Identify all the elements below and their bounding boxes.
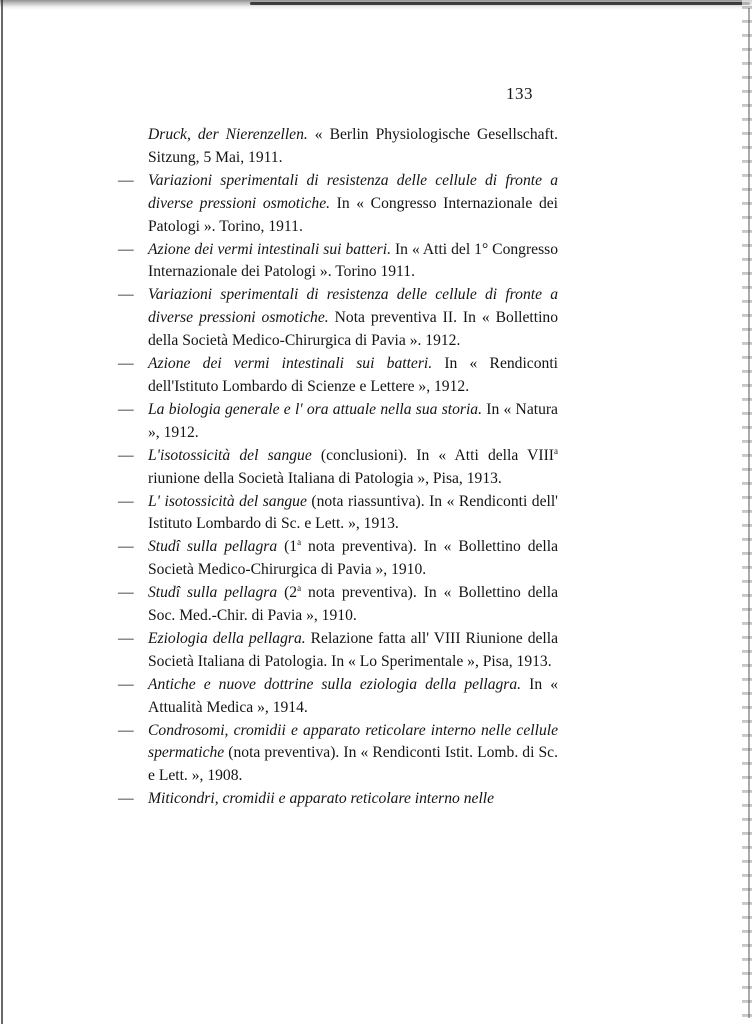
bibliography-entry xyxy=(118,720,558,789)
entry-dash: — xyxy=(118,721,134,739)
entry-citation: In « Natura », 1912. xyxy=(148,400,558,441)
page-number: 133 xyxy=(506,84,533,103)
entry-title: Azione dei vermi intestinali sui batteri. xyxy=(148,355,433,373)
bibliography-entry xyxy=(118,353,558,399)
entry-citation: Nota preventiva II. In « Bollettino della Società Medico-Chirurgica di Pavia ». 1912. xyxy=(148,309,558,350)
bibliography-entry xyxy=(118,536,558,582)
bibliography-entry xyxy=(118,445,558,491)
entry-citation: In « Attualità Medica », 1914. xyxy=(148,675,558,716)
bibliography-entry xyxy=(118,491,558,537)
entry-title: Condrosomi, cromidii e apparato reticolare interno nelle cellule spermatiche xyxy=(148,721,558,762)
entry-dash: — xyxy=(118,240,134,258)
entry-citation: « Berlin Physiologische Gesellschaft. Sitzung, 5 Mai, 1911. xyxy=(148,126,558,166)
entry-citation-cont: nota preventiva). In « Bollettino della Soc. Med.-Chir. di Pavia », 1910. xyxy=(148,584,559,625)
entry-title: Miticondri, cromidii e apparato reticolare interno nelle xyxy=(148,790,495,808)
entry-dash: — xyxy=(118,584,134,602)
bibliography-entry xyxy=(118,582,558,628)
entry-citation: (conclusioni). In « Atti della VIII xyxy=(311,446,554,464)
scan-top-shadow xyxy=(250,2,750,5)
entry-title: Druck, der Nierenzellen. xyxy=(148,126,308,143)
entry-citation: (2 xyxy=(277,584,298,602)
scan-right-shadow xyxy=(748,8,750,1018)
entry-title: L' isotossicità del sangue xyxy=(148,492,307,510)
bibliography-entry xyxy=(118,788,558,811)
entry-citation-cont: nota preventiva). In « Bollettino della Società Medico-Chirurgica di Pavia », 1910. xyxy=(148,538,559,579)
entry-title: Eziologia della pellagra. xyxy=(148,629,306,647)
entry-dash: — xyxy=(118,675,134,693)
scan-right-edge xyxy=(742,0,752,1024)
superscript: a xyxy=(554,445,558,456)
superscript: a xyxy=(297,583,302,594)
bibliography-entry xyxy=(118,170,558,239)
bibliography-entry xyxy=(118,399,558,445)
entry-title: Antiche e nuove dottrine sulla eziologia della pellagra. xyxy=(148,675,522,693)
entry-title: Studî sulla pellagra xyxy=(148,538,278,556)
superscript: a xyxy=(297,537,302,548)
entry-dash: — xyxy=(118,171,134,189)
entry-title: Variazioni sperimentali di resistenza delle cellule di fronte a diverse pressioni osmotiche. xyxy=(148,286,558,327)
entry-title: Studî sulla pellagra xyxy=(148,584,278,602)
entry-citation: (nota riassuntiva). In « Rendiconti dell' Istituto Lombardo di Sc. e Lett. », 1913. xyxy=(148,492,558,533)
entry-dash: — xyxy=(118,790,134,808)
bibliography-entry xyxy=(118,239,558,285)
entry-citation: In « Rendiconti dell'Istituto Lombardo di Scienze e Lettere », 1912. xyxy=(148,355,558,395)
entry-dash: — xyxy=(118,629,134,647)
entry-title: Azione dei vermi intestinali sui batteri. xyxy=(148,240,391,258)
entry-citation: (1 xyxy=(277,538,298,556)
entry-dash: — xyxy=(118,400,134,418)
entry-dash: — xyxy=(118,538,134,556)
entry-dash: — xyxy=(118,355,134,373)
scan-left-edge xyxy=(1,0,3,1024)
entry-citation-cont: riunione della Società Italiana di Patologia », Pisa, 1913. xyxy=(148,469,502,487)
entry-title: La biologia generale e l' ora attuale nella sua storia. xyxy=(148,400,482,418)
entry-citation: (nota preventiva). In « Rendiconti Istit. Lomb. di Sc. e Lett. », 1908. xyxy=(148,744,558,785)
entry-citation: Relazione fatta all' VIII Riunione della Società Italiana di Patologia. In « Lo Sperimentale », Pisa, 1913. xyxy=(148,629,558,670)
entry-dash: — xyxy=(118,446,134,464)
bibliography-entry xyxy=(118,674,558,720)
entry-title: Variazioni sperimentali di resistenza delle cellule di fronte a diverse pressioni osmotiche. xyxy=(148,171,558,212)
entry-dash: — xyxy=(118,286,134,304)
entry-dash: — xyxy=(118,492,134,510)
entry-citation: In « Congresso Internazionale dei Patologi ». Torino, 1911. xyxy=(148,194,558,235)
bibliography-entry-continued xyxy=(118,124,558,170)
bibliography-list xyxy=(118,124,558,811)
entry-title: L'isotossicità del sangue xyxy=(148,446,312,464)
bibliography-entry xyxy=(118,284,558,353)
bibliography-entry xyxy=(118,628,558,674)
entry-citation: In « Atti del 1° Congresso Internazionale dei Patologi ». Torino 1911. xyxy=(148,240,559,281)
